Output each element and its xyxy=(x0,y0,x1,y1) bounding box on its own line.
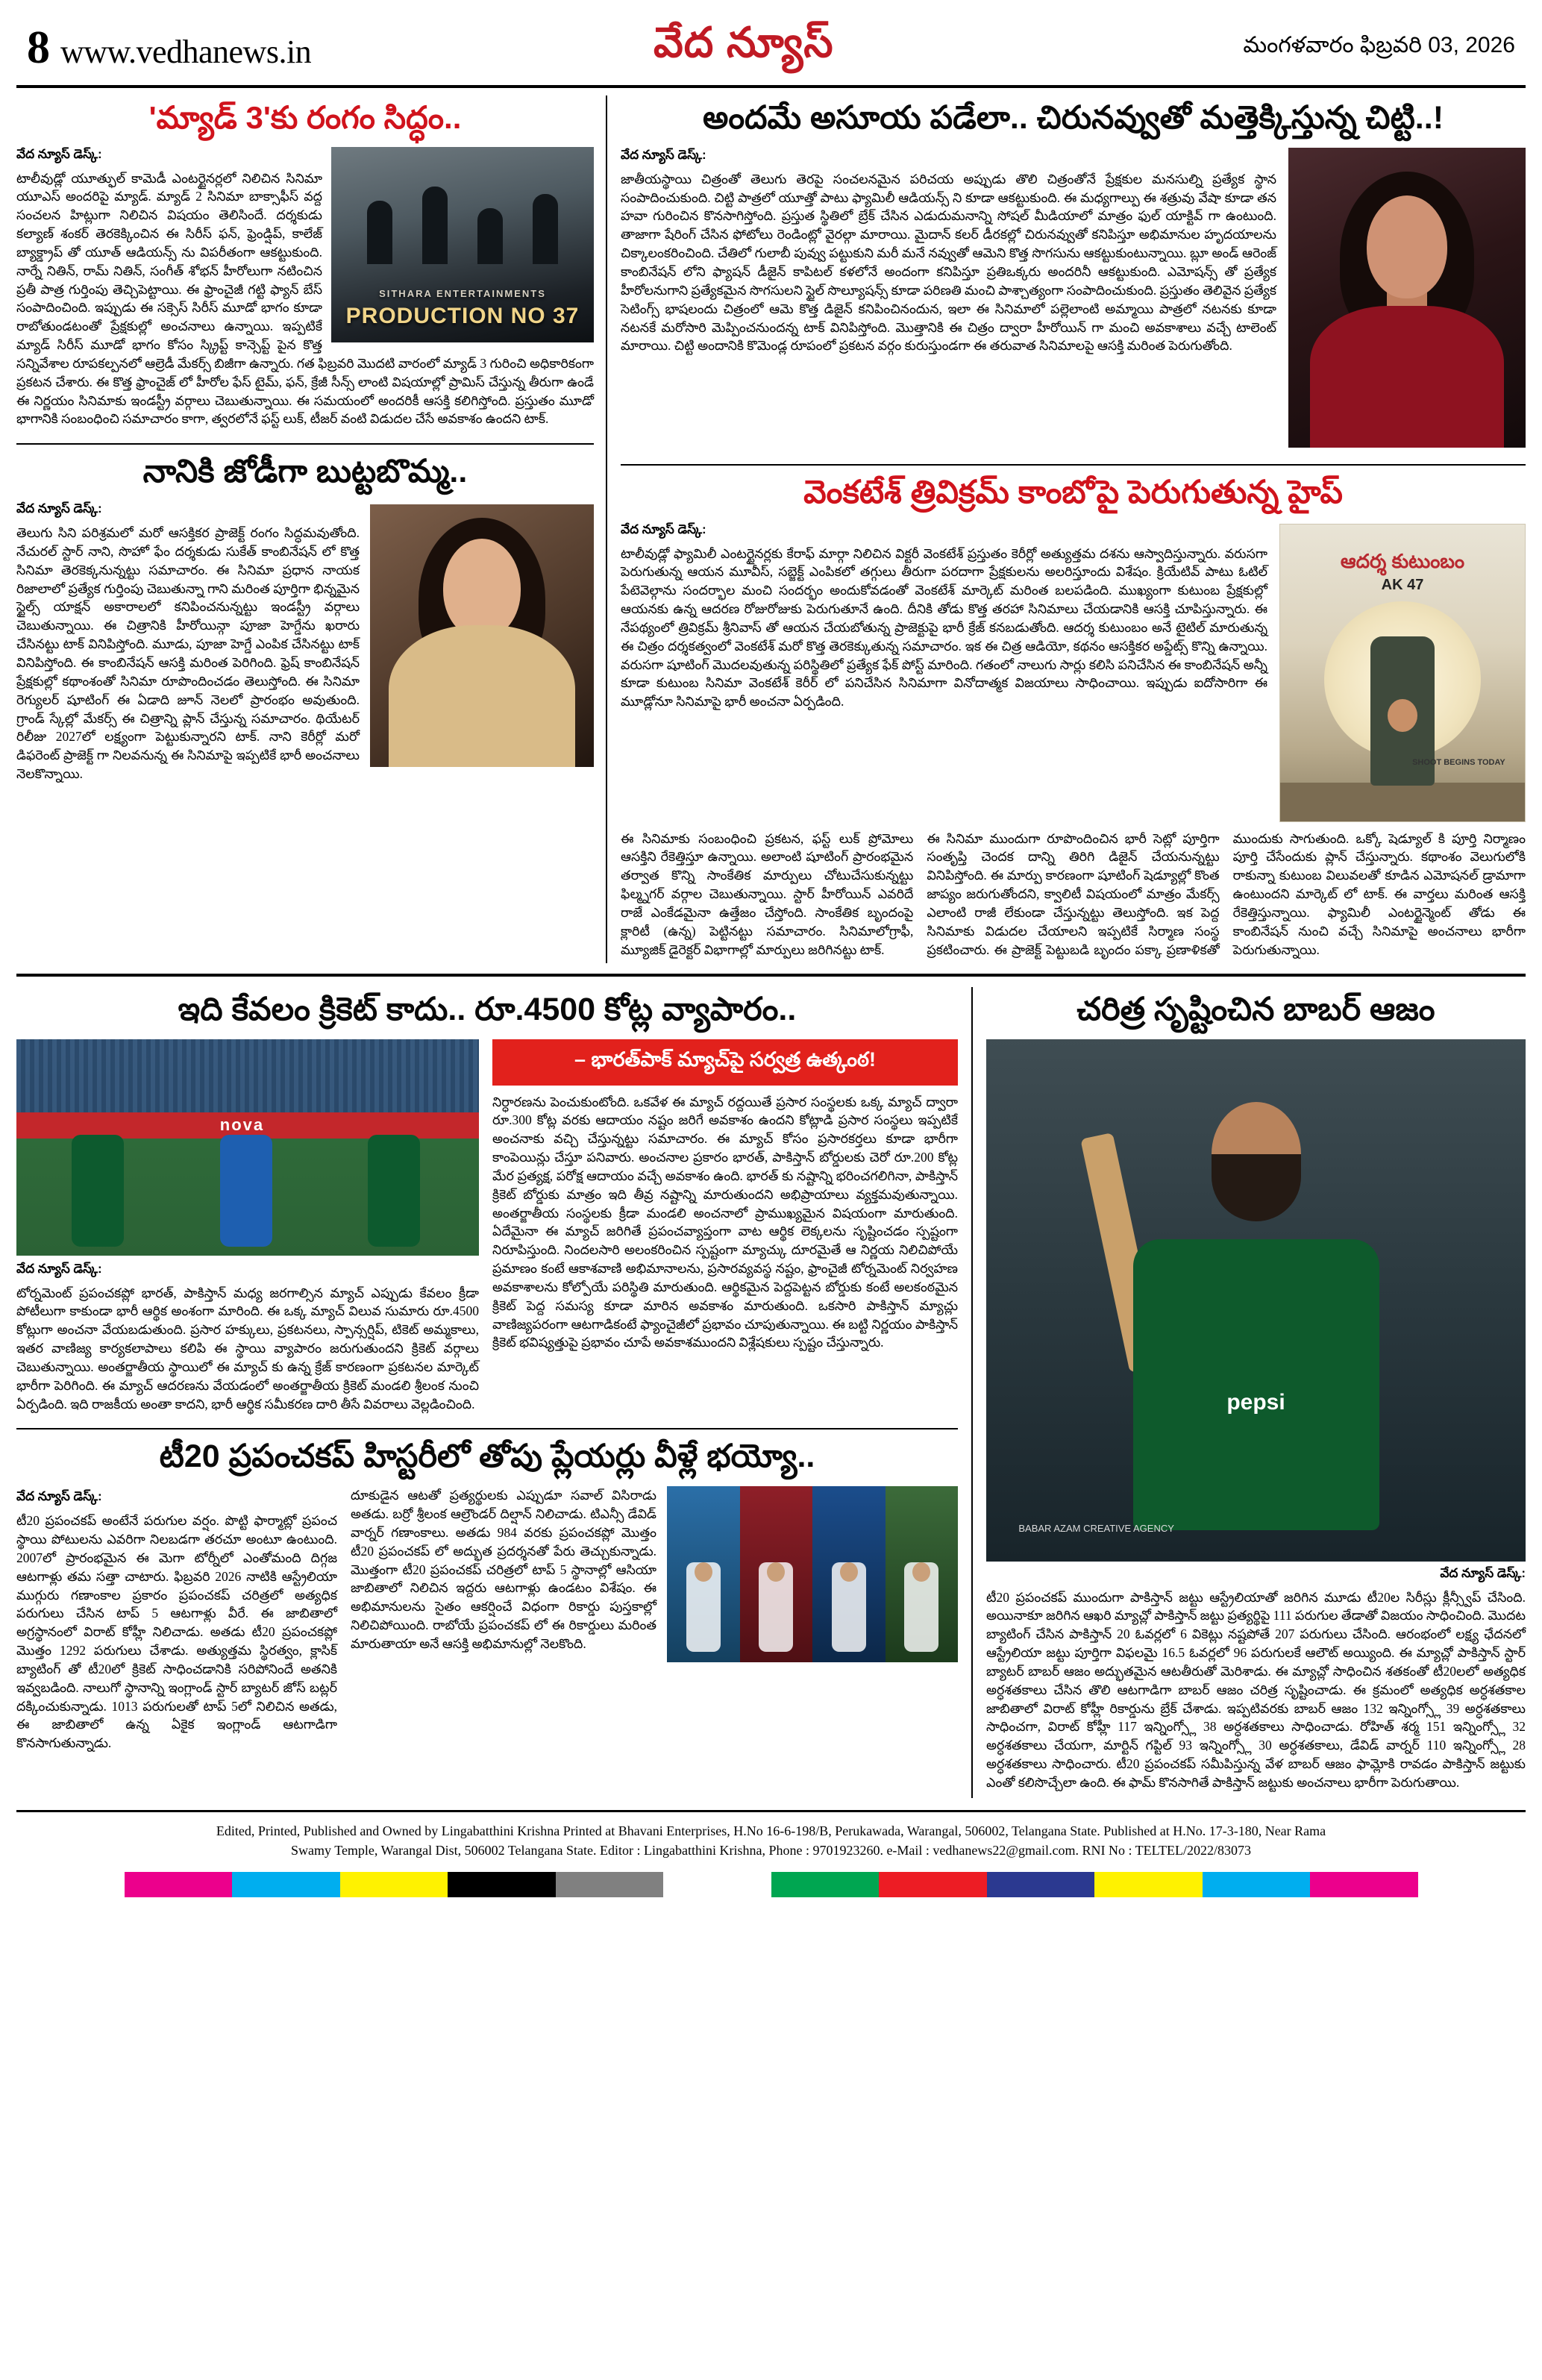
article-babar xyxy=(986,990,1526,1792)
color-swatch xyxy=(771,1872,880,1897)
article-mad3 xyxy=(16,98,594,434)
right-column xyxy=(606,95,1526,963)
color-swatch xyxy=(1418,1872,1526,1897)
bottom-right-column xyxy=(971,987,1526,1798)
cricket-left-block xyxy=(16,1039,479,1420)
page-number: 8 xyxy=(27,22,50,73)
cricket-right-block xyxy=(492,1039,958,1420)
article-venkatesh-headline: వెంకటేశ్ త్రివిక్రమ్ కాంబోపై పెరుగుతున్న హైప్ xyxy=(803,474,1343,510)
color-swatch xyxy=(125,1872,233,1897)
article-t20-headline: టీ20 ప్రపంచకప్ హిస్టరీలో తోపు ప్లేయర్లు వీళ్లే భయ్యో.. xyxy=(159,1438,815,1475)
newspaper-title: వేద న్యూస్ xyxy=(653,19,834,66)
venkatesh-lower-columns xyxy=(621,830,1526,963)
masthead xyxy=(16,13,1526,85)
color-swatch xyxy=(1203,1872,1311,1897)
bottom-section xyxy=(16,977,1526,1798)
left-column xyxy=(16,95,606,963)
article-t20-body-left: టీ20 ప్రపంచకప్ అంటేనే పరుగుల వర్షం. పొట్టి ఫార్మాట్లో ప్రపంచ స్థాయి పోటులను ఎవరిగా నిలబడగా తరచూ అంటూ ఉంటుంది. 2007లో ప్రారంభమైన ఈ మెగా టోర్నీలో ఎంతోమంది దిగ్గజ ఆటగాళ్లు తమ సత్తా చాటారు. ఫిబ్రవరి 2026 నాటికి ఆస్ట్రేలియా ముగ్గురు గణాంకాల ప్రకారం ప్రపంచకప్ చరిత్రలో అత్యధిక పరుగులు చేసిన టాప్ 5 ఆటగాళ్లు వీరే. ఈ జాబితాలో అగ్రస్థానంలో విరాట్ కోహ్లీ నిలిచాడు. అతడు టీ20 ప్రపంచకప్లో మొత్తం 1292 పరుగులు చేశాడు. అత్యుత్తమ స్థిరత్వం, క్లాసిక్ బ్యాటింగ్ తో టీ20లో క్రికెట్ సాధించడానికి సరిపోనిందే అతనికి ఇవ్వబడింది. నాలుగో స్థానాన్ని ఇంగ్లాండ్ స్టార్ బ్యాటర్ జోస్ బట్లర్ దక్కించుకున్నాడు. 1013 పరుగులతో టాప్ 5లో నిలిచిన అతడు, ఈ జాబితాలో ఉన్న ఏకైక ఇంగ్లాండ్ ఆటగాడిగా కొనసాగుతున్నాడు. xyxy=(16,1513,337,1751)
color-swatch xyxy=(1094,1872,1203,1897)
article-cricket-body-right: నిర్ధారణను పెంచుకుంటోంది. ఒకవేళ ఈ మ్యాచ్ రద్దయితే ప్రసార సంస్థలకు ఒక్క మ్యాచ్ ద్వారా రూ.300 కోట్ల వరకు ఆదాయం నష్టం జరిగే అవకాశం ఉందని కోట్లాడి ప్రసార సంస్థలు ఇప్పటికే అంచనాకు వచ్చి చేస్తున్నట్టు సమాచారం. ఈ మ్యాచ్ కోసం ప్రసారకర్తలు కూడా భారీగా కాంపెయిన్లు చేస్తూ పనివారు. అంచనాల ప్రకారం భారత్, పాకిస్తాన్ బోర్డులకు చెరో రూ.200 కోట్ల మేర ప్రత్యక్ష, పరోక్ష ఆదాయం వచ్చే అవకాశం ఉంది. భారత్ కు నష్టాన్ని భరించగలిగినా, పాకిస్తాన్ క్రికెట్ బోర్డుకు మాత్రం ఇది తీవ్ర నష్టాన్ని మారుతుందని అభిప్రాయాలు వ్యక్తమవుతున్నాయి. అంతర్జాతీయ సంస్థలకు క్రీడా మండలి అంచనాలో ప్రాముఖ్యమైన విషయంగా మారుతుంది. ఏదేమైనా ఈ మ్యాచ్ జరిగితే ప్రపంచవ్యాప్తంగా వాట ఆర్థిక లెక్కలను సృష్టించడం స్పష్టంగా నిరూపిస్తుంది. నిందలసారి అలంకరించిన స్పష్టంగా మ్యాచ్కు దూరమైతే ఆ నిర్ణయ నిలిచిపోయే ప్రమాణం కంటే ఆకాశవాణి అభిమానాలను, ప్రసారవ్యవస్థ నష్టం, ఫ్రాంచైజీ టోర్నమెంట్ నిర్వహణ అవకాశాలను కోల్పోయే పరిస్థితి మారుతుంది. ఆర్థికమైన పెద్దపెట్టన బోర్డుకు కంటే అలకంఠమైన క్రికెట్ పెద్ద సమస్య కూడా మారిన అవకాశం మారుతుంది. ఒకసారి పాకిస్తాన్ మ్యాచ్లు వాణిజ్యపరంగా ఆటగాడికంటే ఫ్యాంచైజీలో ప్రభావం చూపుతున్నాయి. ఈ బట్టి నిర్ణయం పాకిస్తాన్ క్రికెట్ భవిష్యత్తుపై ప్రభావం చూపే అవకాశముందని విశ్లేషకులు స్పష్టం చేస్తున్నారు. xyxy=(492,1094,958,1350)
byline: వేద న్యూస్ డెస్క్: xyxy=(16,1489,102,1504)
color-swatch xyxy=(556,1872,664,1897)
bottom-left-column xyxy=(16,987,971,1798)
cricket-match-image xyxy=(16,1039,479,1256)
color-swatch xyxy=(1310,1872,1418,1897)
mad3-poster-image xyxy=(331,147,594,342)
pooja-portrait-image xyxy=(370,504,594,767)
poster-subtitle: AK 47 xyxy=(1381,576,1424,593)
byline: వేద న్యూస్ డెస్క్: xyxy=(621,147,706,162)
color-swatch xyxy=(232,1872,340,1897)
article-cricket-body-left: టోర్నమెంట్ ప్రపంచకప్లో భారత్, పాకిస్తాన్ మధ్య జరగాల్సిన మ్యాచ్ ఎప్పుడు కేవలం క్రీడా పోటీలుగా కాకుండా భారీ ఆర్థిక అంశంగా మారింది. ఈ ఒక్క మ్యాచ్ విలువ సుమారు రూ.4500 కోట్లుగా అంచనా వేయబడుతుంది. ప్రసార హక్కులు, ప్రకటనలు, స్పాన్సర్షిప్, టికెట్ అమ్మకాలు, ఇతర వాణిజ్య కార్యకలాపాలు కలిపి ఈ స్థాయి వ్యాపారం జరుగుతుందని క్రికెట్ వర్గాలు చెబుతున్నాయి. అంతర్జాతీయ స్థాయిలో ఈ మ్యాచ్ కు ఉన్న క్రేజ్ కారణంగా ప్రకటనల మార్కెట్ భారీగా పెరిగింది. ఈ మ్యాచ్ ఆదరణను వేయడంలో అంతర్జాతీయ క్రికెట్ మండలి శ్రీలంక నుంచి ఏర్పడింది. ఇది రాజకీయ అంతా కాదని, భారీ ఆర్థిక సమీకరణ దారి తీసే వివరాలు వెల్లడించింది. xyxy=(16,1285,479,1412)
article-chitti-headline: అందమే అసూయ పడేలా.. చిరునవ్వుతో మత్తెక్కిస్తున్న చిట్టి..! xyxy=(702,100,1444,136)
color-swatch xyxy=(16,1872,125,1897)
article-cricket-business xyxy=(16,990,958,1420)
color-swatch xyxy=(987,1872,1095,1897)
article-chitti xyxy=(621,98,1526,455)
divider xyxy=(621,464,1526,466)
article-venkatesh xyxy=(621,473,1526,963)
article-t20-body-right: దూకుడైన ఆటతో ప్రత్యర్థులకు ఎప్పుడూ సవాల్ విసిరాడు అతడు. బర్రో శ్రీలంక ఆల్రౌండర్ దిల్షాన్ నిలిచాడు. టిఎన్సీ డేవిడ్ వార్నర్ గణాంకాలు. అతడు 984 వరకు ప్రపంచకప్లో మొత్తం టీ20 ప్రపంచకప్ లో అద్భుత ప్రదర్శనతో పేరు తెచ్చుకున్నాడు. మొత్తంగా టీ20 ప్రపంచకప్ చరిత్రలో టాప్ 5 స్థానాల్లో ఆసియా జాబితాలో నిలిచిన ఇద్దరు ఆటగాళ్లు ఉండటం విశేషం. ఈ అభిమానులను సైతం ఆకర్షించే విధంగా రికార్డు పుస్తకాల్లో నిలిచిపోయింది. రాబోయే ప్రపంచకప్ లో ఈ రికార్డులు మరింత మారుతాయా అనే ఆసక్తి అభిమానుల్లో నెలకొంది. xyxy=(351,1488,656,1651)
divider xyxy=(16,443,594,445)
divider xyxy=(16,1428,958,1429)
article-babar-headline: చరిత్ర సృష్టించిన బాబర్ ఆజం xyxy=(1076,991,1435,1027)
color-calibration-bar xyxy=(16,1872,1526,1897)
article-nani-body: తెలుగు సిని పరిశ్రమలో మరో ఆసక్తికర ప్రాజెక్ట్ రంగం సిద్ధమవుతోంది. నేచురల్ స్టార్ నాని, సొహో ఫేం దర్శకుడు సుకేత్ కాంబినేషన్ లో కొత్త సినిమా తెరకెక్కనున్నట్టు సమాచారం. ఈ సినిమా ప్రధాన నాయక రిజాలాలో ప్రత్యేక గుర్తింపు చెబుతున్నా గాని మరింత పూర్తిగా భిన్నమైన స్టైల్స్ యాక్షన్ అకారాలలో కనిపించనున్నట్టు ఇండస్ట్రీ వర్గాలు చెబుతున్నాయి. ఈ చిత్రానికి హీరోయిన్గా పూజా హెగ్డేను ఖరారు చేసినట్టు టాక్ వినిపిస్తోంది. మూడు, పూజా హెగ్డే ఎంపిక చేసినట్టు టాక్ వినిపిస్తోంది. ఈ కాంబినేషన్ ఆసక్తి మరింత పెరిగింది. ఫ్రెష్ కాంబినేషన్ ప్రేక్షకుల్లో కథాంశంతో సినిమా రూపొందించడం తెలుస్తోంది. ఈ సినిమా రెగ్యులర్ షూటింగ్ ఈ ఏడాది జూన్ నెలలో ప్రారంభం అవుతుంది. గ్రాండ్ స్కేల్లో మేకర్స్ ఈ చిత్రాన్ని ప్లాన్ చేస్తున్న సమాచారం. థియేటర్ రిలీజు 2027లో లక్ష్యంగా పెట్టుకున్నారని టాక్. నాని కెరీర్లో మరో డిఫరెంట్ ప్రాజెక్ట్ గా నిలవనున్న ఈ సినిమాపై ఇప్పటికే భారీ అంచనాలు నెలకొన్నాయి. xyxy=(16,525,360,782)
footer-line-1: Edited, Printed, Published and Owned by Lingabatthini Krishna Printed at Bhavani Enterprises, H.No 16-6-198/B, Perukawada, Warangal, 506002, Telangana State. Published at H.No. 17-3-180, Near Rama xyxy=(216,1823,1326,1838)
article-mad3-headline: 'మ్యాడ్ 3'కు రంగం సిద్ధం.. xyxy=(148,100,462,135)
article-venkatesh-body2: ఈ సినిమాకు సంబంధించి ప్రకటన, ఫస్ట్ లుక్ ప్రోమోలు ఆసక్తిని రేకెత్తిస్తూ ఉన్నాయి. అలాంటి షూటింగ్ ప్రారంభమైన తర్వాత కొన్ని సాంకేతిక మార్పులు చోటుచేసుకున్నట్టు ఫిల్మ్నగర్ వర్గాల చెబుతున్నాయి. స్టార్ హీరోయిన్ ఎవరిదే రాజే ఎంకేడమైనా ఉత్తేజం చేస్తోంది. సాంకేతిక బృందంపై క్లారిటీ (ఉన్న) పెట్టినట్టు సమాచారం. సినిమాలోగ్రాఫీ, మ్యూజిక్ డైరెక్టర్ విభాగాల్లో మార్పులు జరిగినట్టు టాక్. xyxy=(621,830,914,957)
footer-line-2: Swamy Temple, Warangal Dist, 506002 Telangana State. Editor : Lingabatthini Krishna, Phone : 9701923260. e-Mail : vedhanews22@gmail.com. RNI No : TELTEL/2022/83073 xyxy=(291,1842,1251,1858)
byline: వేద న్యూస్ డెస్క్: xyxy=(16,1261,102,1276)
cricket-redbar: – భారత్‌పాక్ మ్యాచ్‌పై సర్వత్ర ఉత్కంఠ! xyxy=(492,1039,958,1086)
article-mad3-body: టాలీవుడ్లో యూత్ఫుల్ కామెడీ ఎంటర్టైనర్లలో నిలిచిన సినిమా యూఎస్ అందరిపై మ్యాడ్. మ్యాడ్ 2 సినిమా బాక్సాఫీస్ వద్ద సంచలన హిట్లుగా నిలిచిన విషయం తెలిసిందే. దర్శకుడు కల్యాణ్ శంకర్ తెరకెక్కించిన ఈ సిరీస్ ఫన్, ఫ్రెండ్షిప్, కాలేజ్ బ్యాక్డ్రాప్ తో యూత్ ఆడియన్స్ ను విపరీతంగా ఆకట్టుకుంది. నార్నే నితిన్, రామ్ నితిన్, సంగీత్ శోభన్ హీరోలుగా నటించిన ప్రతీ పాత్ర గుర్తింపు తెచ్చిపెట్టాయి. ఈ ఫ్రాంచైజీ గట్టి ఫ్యాన్ బేస్ సంపాదించింది. ఇప్పుడు ఈ సక్సెస్ సిరీస్ మూడో భాగం కూడా రాబోతుండటంతో ప్రేక్షకుల్లో అంచనాలు ఉన్నాయి. ఇప్పటికే మ్యాడ్ సిరీస్ మూడో భాగం కోసం స్క్రిప్ట్ కాన్సెప్ట్ పైన కొత్త సన్నివేశాల రూపకల్పనలో ఆల్రెడీ మేకర్స్ బిజీగా ఉన్నారు. గత ఫిబ్రవరి మొదటి వారంలో మ్యాడ్ 3 గురించి అధికారికంగా ప్రకటన చేశారు. ఈ కొత్త ఫ్రాంచైజ్ లో హీరోల ఫేస్ టైమ్, ఫన్, క్రేజీ సీన్స్ లాంటి విషయాల్లో ప్రామిస్ చేస్తున్న తీరుగా ఉండే ఈ నిర్ణయం సినిమాకు ఇండస్ట్రీ వర్గాలు చెబుతున్నాయి. ఈ సమయంలో అందరికీ ఆసక్తి కలిగిస్తోంది. ప్రస్తుతం మూడో భాగానికి సంబంధించి సమాచారం కాగా, త్వరలోనే ఫస్ట్ లుక్, టీజర్ వంటి విడుదల చేసే అవకాశం ఉందని టాక్. xyxy=(16,170,594,427)
t20-left-block xyxy=(16,1486,337,1759)
issue-date: మంగళవారం ఫిబ్రవరి 03, 2026 xyxy=(1243,32,1515,57)
footer-imprint xyxy=(16,1810,1526,1864)
article-t20-fear xyxy=(16,1437,958,1759)
poster-title: ఆదర్శ కుటుంబం xyxy=(1340,550,1465,573)
article-chitti-body: జాతీయస్థాయి చిత్రంతో తెలుగు తెరపై సంచలనమైన పరిచయ అప్పుడు తొలి చిత్రంతోనే ప్రేక్షకుల మనసుల్ని ప్రత్యేక స్థాన సంపాదించుకుంది. చిట్టి పాత్రలో యూత్తో పాటు ఫ్యామిలీ ఆడియన్స్ ని కూడా ఆకట్టుకుంది. ఈ మధ్యగాల్పు ఈ శత్రువు వేషా కూడా తన హవా గురించిన కొనసాగిస్తోంది. ప్రస్తుత స్థితిలో బ్రేక్ చేసిన ఎడుదుమనాన్ని సోషల్ మీడియాలో మాత్రం ఫుల్ యాక్టివ్ గా ఉంటుంది. తాజాగా షేరింగ్ చేసిన ఫోటోలు రెండింట్లో వైరల్గా మారాయి. మైదాన్ కలర్ డీరకల్లో చిరునవ్వుతో కనిపిస్తూ అభిమానుల హృదయాలను చిక్కాలంకరించింది. చేతిలో గులాబీ పువ్వు పట్టుకుని మరీ మనే నవ్వుతో ఆమెని కొత్త సొగసును ఆకట్టుకుంటున్నాయి. బ్లూ అండ్ ఆరెంజ్ కాంబినేషన్ లోని ఫ్యాషన్ డీజైన్ కాపిటల్ కళలోనే అందంగా కనిపిస్తూ ప్రతిఒక్కరు అందరినీ ఆకట్టుకుంది. ఎమోషన్స్ తో ప్రత్యేక హీరోలనుగాని ప్రత్యేకమైన సొగసులని స్టైల్ సొల్యూషన్స్ కూడా పరిణతి మంచి పాశ్చాత్యంగా సంపాదించుకుంది. ప్రస్తుతం తెలివైన ప్రత్యేక సెటింగ్స్ భాషలందు చిత్రంలో ఆమె కొత్త డిజైన్ కనిపించినందున, ఇలా ఈ సినిమాలో పల్లెలాంటి అమ్మాయి పాత్రలో నటనకు కూడా నటనకే మరోసారి మెప్పించనుందన్న టాక్ వినిపిస్తోంది. మొత్తానికి ఈ చిత్రం ద్వారా హీరోయిన్ గా మంచి అవకాశాలు వచ్చే టాలెంట్ మారాయి. చిట్టి అందానికి కొమెండ్ల రూపంలో ప్రకటన వర్గం కురుస్తుండగా ఈ తరువాత సినిమాలపై ఆసక్తి మరింత పెరుగుతోంది. xyxy=(621,171,1276,354)
poster-studio: SITHARA ENTERTAINMENTS xyxy=(379,287,546,299)
article-venkatesh-body3: ఈ సినిమా ముందుగా రూపొందించిన భారీ సెట్లో పూర్తిగా సంతృప్తి చెందక దాన్ని తిరిగి డిజైన్ చేయనున్నట్టు వినిపిస్తోంది. ఈ మార్పు కారణంగా షూటింగ్ షెడ్యూల్లో కొంత జాప్యం జరుగుతోందని, క్వాలిటీ విషయంలో మాత్రం మేకర్స్ ఎలాంటి రాజీ లేకుండా చేస్తున్నట్టు తెలుస్తోంది. ఇక పెద్ద సినిమాకు విడుదల చేయాలని ఇప్పటికే సిర్మాణ సంస్థ ప్రకటించారు. ఈ ప్రాజెక్ట్ పెట్టుబడి బృందం పక్కా ప్రణాళికతో ముందుకు సాగుతుంది. ఒక్కో షెడ్యూల్ కి పూర్తి నిర్మాణం పూర్తి చేసేందుకు ప్లాన్ చేస్తున్నారు. కథాంశం వెలుగులోకి రాకున్నా కుటుంబ విలువలతో కూడిన ఎమోషనల్ డ్రామాగా ఉంటుందని మార్కెట్ లో టాక్. ఈ వార్తలు మరింత ఆసక్తి రేకెత్తిస్తున్నాయి. ఫ్యామిలీ ఎంటర్టైన్మెంట్ తోడు ఈ కాంబినేషన్ నుంచి వచ్చే సినిమాపై అంచనాలు భారీగా పెరుగుతున్నాయి. xyxy=(927,830,1526,957)
t20-right-block xyxy=(351,1486,958,1759)
babar-azam-image xyxy=(986,1039,1526,1562)
aadarsha-kutumbam-poster xyxy=(1279,524,1526,822)
byline: వేద న్యూస్ డెస్క్: xyxy=(16,501,102,516)
poster-shoot-label: SHOOT BEGINS TODAY xyxy=(1412,757,1505,767)
image-credit: BABAR AZAM CREATIVE AGENCY xyxy=(1018,1522,1174,1534)
byline: వేద న్యూస్ డెస్క్: xyxy=(16,146,102,161)
color-swatch xyxy=(448,1872,556,1897)
byline: వేద న్యూస్ డెస్క్: xyxy=(621,522,706,536)
color-swatch xyxy=(663,1872,771,1897)
article-nani xyxy=(16,452,594,789)
scoreboard-logo: nova xyxy=(219,1115,265,1135)
t20-players-image xyxy=(667,1486,958,1662)
article-babar-body: టీ20 ప్రపంచకప్ ముందుగా పాకిస్తాన్ జట్టు ఆస్ట్రేలియాతో జరిగిన మూడు టీ20ల సిరీస్లు క్లీన్స్వీప్ చేసింది. అయినాకూ జరిగిన ఆఖరి మ్యాచ్లో పాకిస్తాన్ జట్టు ప్రత్యర్థిపై 111 పరుగుల తేడాతో విజయం సాధించింది. మొదట బ్యాటింగ్ చేసిన పాకిస్తాన్ 20 ఓవర్లలో 6 వికెట్లు నష్టపోతే 207 పరుగులు చేసింది. ఆరంభంలో లక్ష్య ఛేదనలో ఆస్ట్రేలియా జట్టు పూర్తిగా విఫలమై 16.5 ఓవర్లలో 96 పరుగులకే ఆలౌట్ అయ్యింది. ఈ మ్యాచ్లో పాకిస్తాన్ స్టార్ బ్యాటర్ బాబర్ ఆజం అద్భుతమైన ఆటతీరుతో మెరిశాడు. ఈ మ్యాచ్లో సాధించిన శతకంతో టీ20లలో అత్యధిక అర్ధశతకాలు చేసిన తొలి ఆటగాడిగా బాబర్ ఆజం చరిత్ర సృష్టించాడు. ఈ క్రమంలో అత్యధిక అర్ధశతకాల జాబితాలో విరాట్ కోహ్లీ రికార్డును బ్రేక్ చేశాడు. ఇప్పటివరకు బాబర్ ఆజం 132 ఇన్నింగ్స్లో 39 అర్ధశతకాలు సాధించగా, విరాట్ కోహ్లీ 117 ఇన్నింగ్స్లో 38 అర్ధశతకాలు సాధించాడు. రోహిత్ శర్మ 151 ఇన్నింగ్స్లో 32 అర్ధశతకాలు చేయగా, మార్టిన్ గప్టిల్ 93 ఇన్నింగ్స్లో 30 అర్ధశతకాలు, డేవిడ్ వార్నర్ 110 ఇన్నింగ్స్లో 28 అర్ధశతకాలు సాధించారు. టీ20 ప్రపంచకప్ సమీపిస్తున్న వేళ బాబర్ ఆజం ఫామ్లోకి రావడం పాకిస్తాన్ జట్టుకు ఎంతో కలిసొచ్చేలా ఉంది. ఈ ఫామ్ కొనసాగితే పాకిస్తాన్ జట్టుకు అంచనాలు భారీగా పెరుగుతాయి. xyxy=(986,1589,1526,1790)
byline: వేద న్యూస్ డెస్క్: xyxy=(1440,1565,1526,1580)
poster-text xyxy=(331,288,594,342)
poster-number: 37 xyxy=(552,303,580,328)
poster-label: PRODUCTION NO xyxy=(345,303,546,328)
poster-silhouettes xyxy=(352,174,573,264)
color-swatch xyxy=(340,1872,448,1897)
article-cricket-headline: ఇది కేవలం క్రికెట్ కాదు.. రూ.4500 కోట్ల వ్యాపారం.. xyxy=(178,991,797,1027)
jersey-brand: pepsi xyxy=(1226,1389,1285,1415)
top-section xyxy=(16,88,1526,963)
color-swatch xyxy=(879,1872,987,1897)
article-venkatesh-body: టాలీవుడ్లో ఫ్యామిలీ ఎంటర్టైనర్లకు కేరాఫ్ మార్గా నిలిచిన విక్టరీ వెంకటేశ్ ప్రస్తుతం కెరీర్లో అత్యుత్తమ దశను ఆస్వాదిస్తున్నారు. వరుసగా పెరుగుతున్న ఆయన మూవీస్, సబ్జెక్ట్ ఎంపికలో తగ్గులు తీరుగా పరదాగా ప్రేక్షకులను అలరిస్తూందు విశేషం. క్రియేటివ్ పాటు ఓటిల్ పేటెవెల్గాను సందర్భాల మంచి సందర్భం అందుకోవడంతో వెంకటేశ్ మార్కెట్ మరింత బలపడింది. ముఖ్యంగా కుటుంబ ప్రేక్షకుల్లో ఆయనకు ఉన్న ఆదరణ రోజురోజుకు పెరుగుతూనే ఉంది. దీనికి తోడు కొత్త తరహా సినిమాలు చేయడానికి ఆసక్తి చూపిస్తున్నారు. ఈ నేపథ్యంలో త్రివిక్రమ్ శ్రీనివాస్ తో ఆయన చేయబోతున్న ప్రాజెక్టుపై భారీ క్రేజ్ కనబడుతోంది. ఆదర్శ కుటుంబం అనే టైటిల్ మారుతున్న ఈ చిత్రం దర్శకత్వంలో వెంకటేశ్ మరో కొత్త తెరకెక్కుతున్న సమాచారం. ఇక ఈ చిత్ర ఆడియో, కథనం ఆసక్తికర అప్డేట్స్ కొన్ని ఉన్నాయి. వరుసగా షూటింగ్ మొదలవుతున్న పరిస్థితిలో ప్రత్యేక ఫేక్ పోస్ట్ మారింది. గతంలో నాలుగు సార్లు కలిసి పనిచేసిన ఈ కాంబినేషన్ అన్నీ కూడా కుటుంబ సినిమా వెంకటేశ్ కెరీర్ లో పనిచేసిన సినిమాగా వినోదాత్మక విజయాలు సాధించాయి. ఇప్పుడు ఐదోసారిగా ఈ మూడ్లోనూ సినిమాపై భారీ అంచనా ఏర్పడింది. xyxy=(621,545,1267,710)
article-nani-headline: నానికి జోడీగా బుట్టబొమ్మ.. xyxy=(142,454,468,490)
site-url[interactable]: www.vedhanews.in xyxy=(60,34,312,70)
chitti-portrait-image xyxy=(1288,148,1526,448)
masthead-left xyxy=(27,22,312,73)
